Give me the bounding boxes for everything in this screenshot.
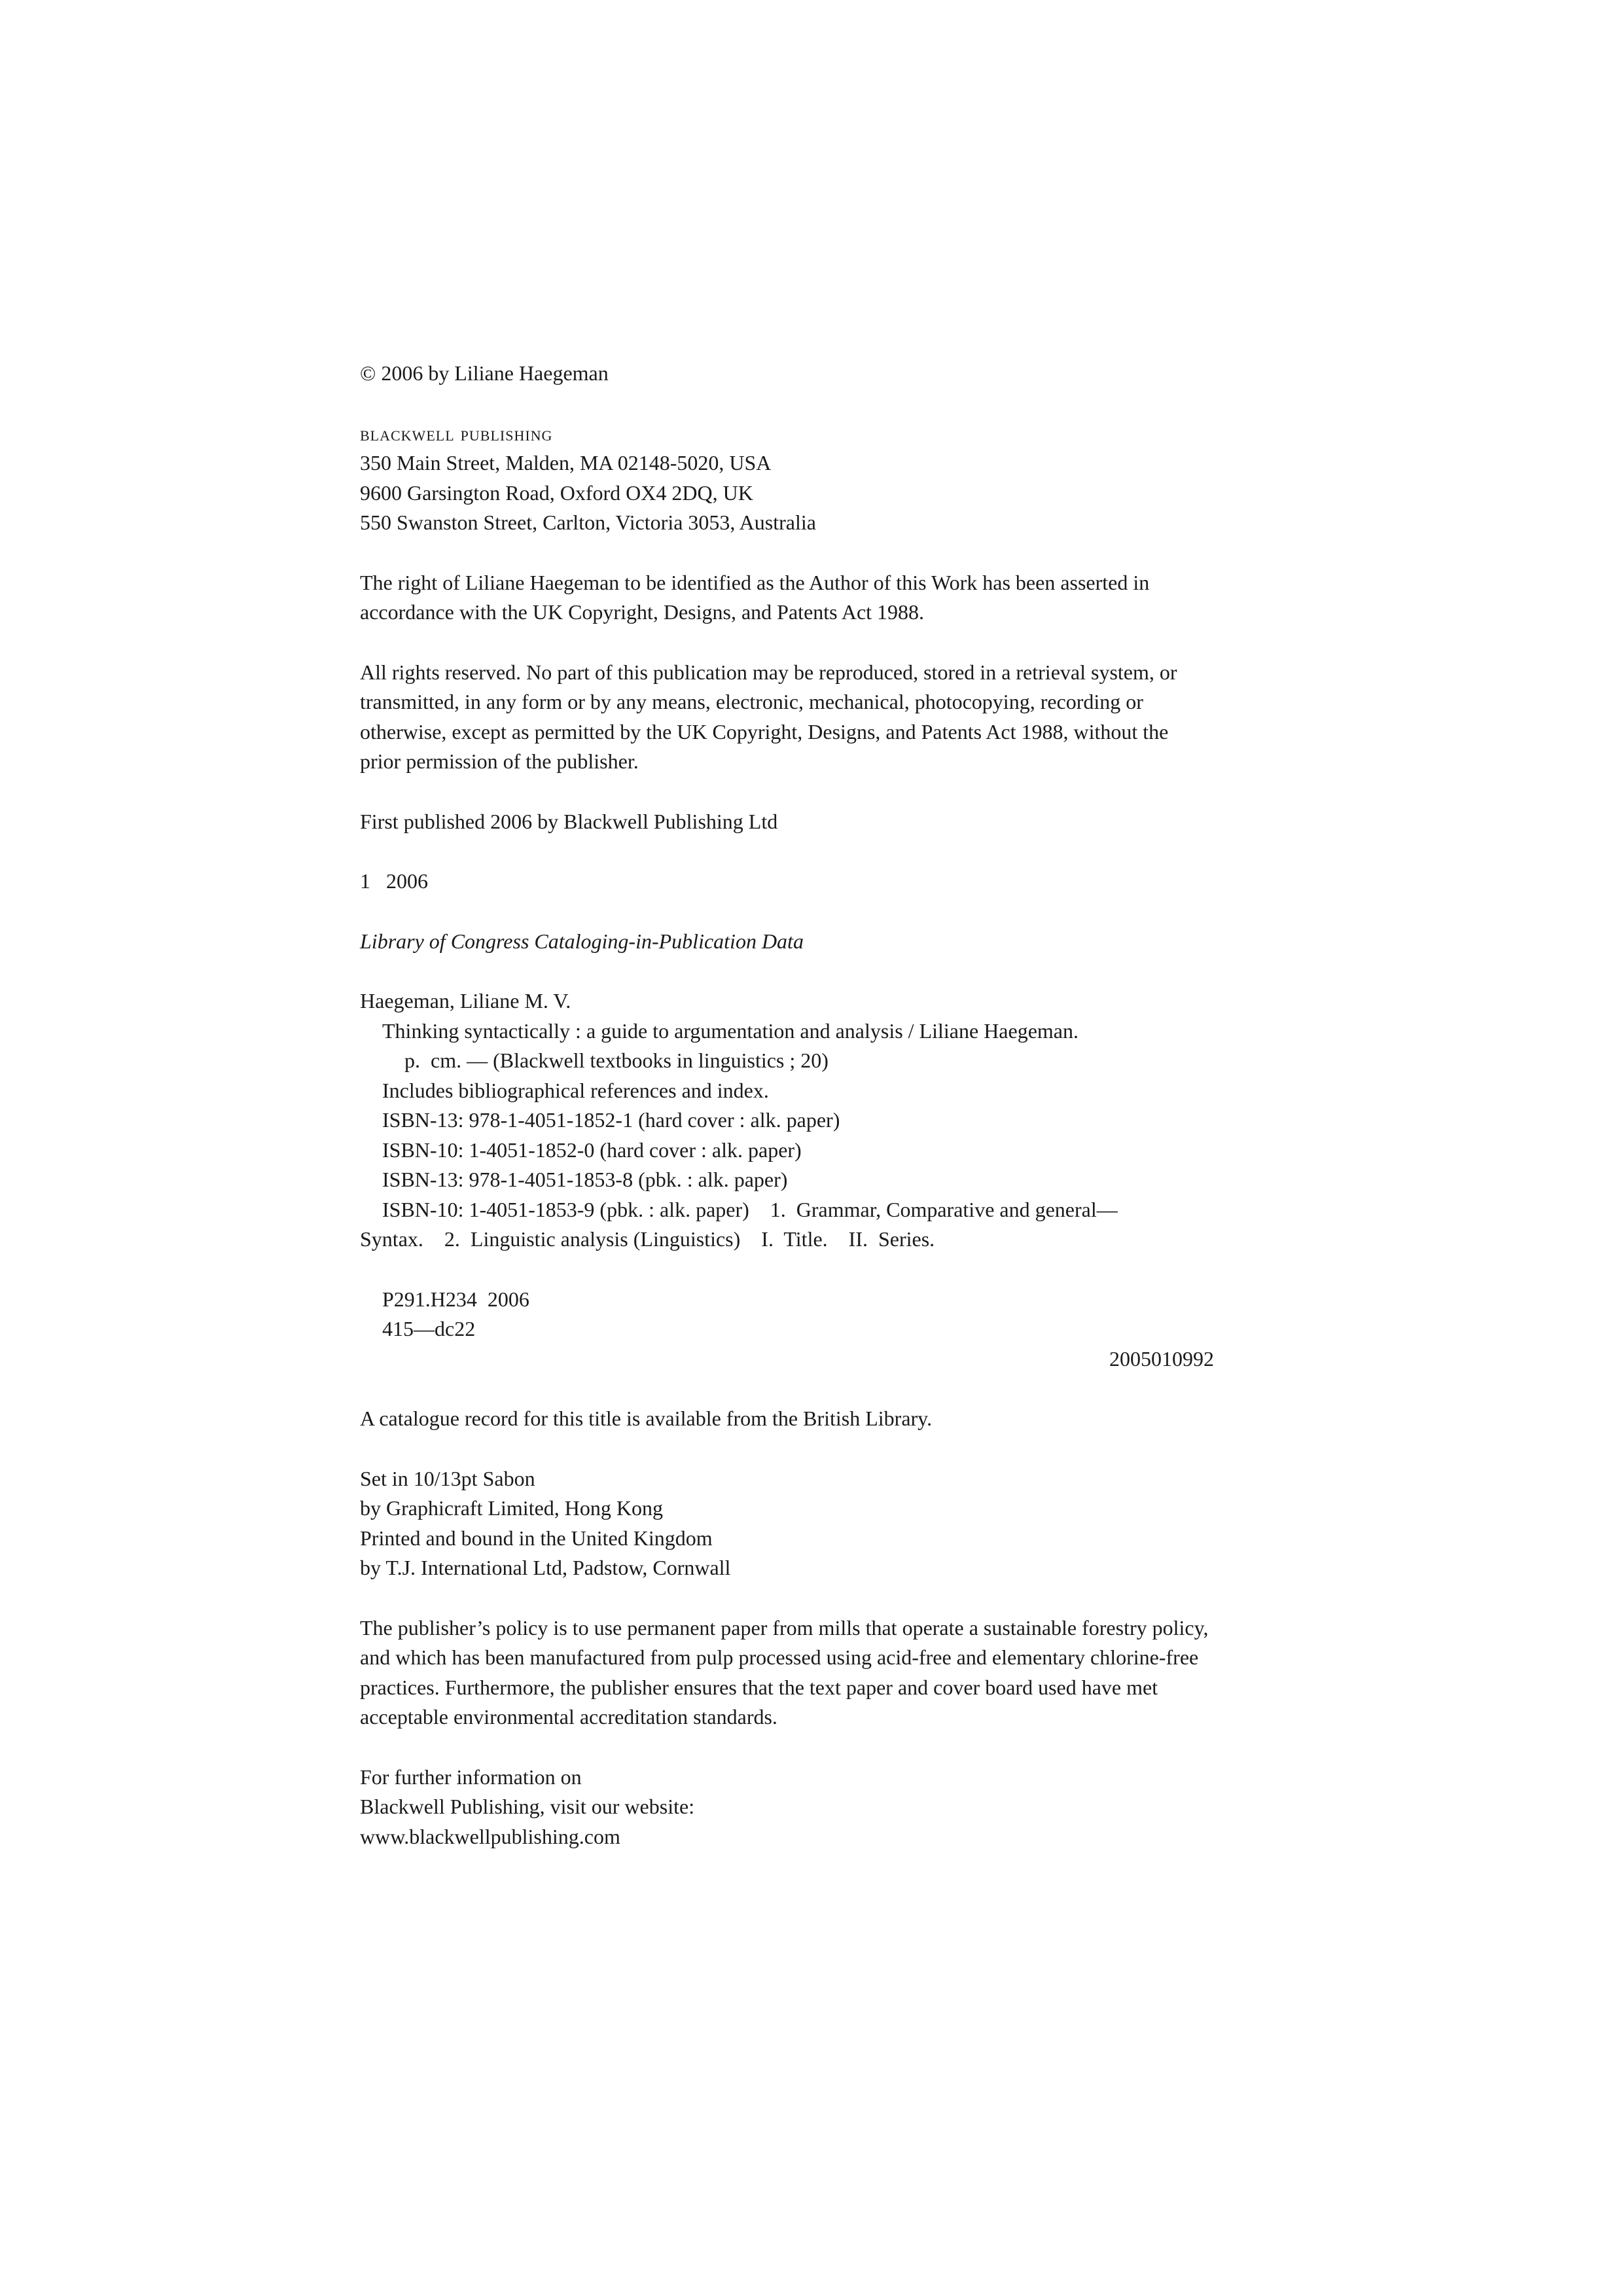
production-line: by Graphicraft Limited, Hong Kong: [360, 1496, 663, 1520]
cip-bibliography: Includes bibliographical references and index.: [382, 1078, 769, 1102]
cip-author: Haegeman, Liliane M. V.: [360, 989, 571, 1013]
first-published: First published 2006 by Blackwell Publishing Ltd: [360, 809, 778, 833]
paper-policy-line: acceptable environmental accreditation standards.: [360, 1705, 777, 1729]
publisher-block: [360, 419, 1342, 538]
publisher-address-usa: 350 Main Street, Malden, MA 02148-5020, USA: [360, 451, 772, 475]
cip-isbn: ISBN-10: 1-4051-1852-0 (hard cover : alk. paper): [382, 1138, 802, 1162]
cip-isbn: ISBN-10: 1-4051-1853-9 (pbk. : alk. paper) 1. Grammar, Comparative and general—: [382, 1197, 1118, 1221]
production-block: [360, 1464, 1342, 1583]
paper-policy-paragraph: [360, 1613, 1342, 1732]
rights-reserved-paragraph: [360, 658, 1342, 777]
rights-reserved-line: otherwise, except as permitted by the UK Copyright, Designs, and Patents Act 1988, without the: [360, 719, 1169, 744]
website-url: www.blackwellpublishing.com: [360, 1824, 620, 1848]
printing-line: 1 2006: [360, 869, 428, 893]
rights-reserved-line: transmitted, in any form or by any means, electronic, mechanical, photocopying, recording or: [360, 690, 1143, 713]
rights-assertion-line: The right of Liliane Haegeman to be identified as the Author of this Work has been asserted in: [360, 570, 1150, 594]
cip-heading: Library of Congress Cataloging-in-Publication Data: [360, 929, 804, 953]
further-info-line: For further information on: [360, 1765, 582, 1789]
further-info-line: Blackwell Publishing, visit our website:: [360, 1795, 695, 1818]
production-line: by T.J. International Ltd, Padstow, Cornwall: [360, 1556, 731, 1579]
further-info-block: [360, 1763, 1342, 1852]
cip-lccn: 2005010992: [1109, 1346, 1214, 1371]
publisher-address-australia: 550 Swanston Street, Carlton, Victoria 3053, Australia: [360, 511, 816, 534]
copyright-notice: © 2006 by Liliane Haegeman: [360, 361, 609, 385]
cip-call-number: P291.H234 2006: [382, 1287, 529, 1311]
imprint-content: [360, 359, 1342, 1852]
rights-reserved-line: prior permission of the publisher.: [360, 749, 639, 773]
production-line: Printed and bound in the United Kingdom: [360, 1526, 713, 1550]
cip-isbn: ISBN-13: 978-1-4051-1853-8 (pbk. : alk. paper): [382, 1168, 788, 1191]
cip-subjects: Syntax. 2. Linguistic analysis (Linguistics) I. Title. II. Series.: [360, 1227, 935, 1251]
publisher-address-uk: 9600 Garsington Road, Oxford OX4 2DQ, UK: [360, 480, 753, 505]
paper-policy-line: The publisher’s policy is to use permanent paper from mills that operate a sustainable forestry policy,: [360, 1615, 1209, 1640]
paper-policy-line: and which has been manufactured from pulp processed using acid-free and elementary chlorine-free: [360, 1645, 1199, 1669]
cip-dewey: 415—dc22: [382, 1317, 476, 1340]
rights-assertion-line: accordance with the UK Copyright, Designs, and Patents Act 1988.: [360, 600, 925, 624]
cip-classification: [360, 1285, 1342, 1374]
cip-series: p. cm. — (Blackwell textbooks in linguistics ; 20): [404, 1049, 829, 1072]
cip-title: Thinking syntactically : a guide to argumentation and analysis / Liliane Haegeman.: [382, 1018, 1079, 1043]
production-line: Set in 10/13pt Sabon: [360, 1466, 535, 1490]
rights-reserved-line: All rights reserved. No part of this publication may be reproduced, stored in a retrieval system, or: [360, 660, 1177, 684]
rights-assertion-paragraph: [360, 568, 1342, 628]
cip-record: [360, 986, 1342, 1255]
british-library-notice: A catalogue record for this title is available from the British Library.: [360, 1407, 933, 1430]
paper-policy-line: practices. Furthermore, the publisher ensures that the text paper and cover board used have met: [360, 1675, 1158, 1699]
cip-isbn: ISBN-13: 978-1-4051-1852-1 (hard cover : alk. paper): [382, 1108, 840, 1132]
publisher-name: blackwell publishing: [360, 421, 553, 445]
